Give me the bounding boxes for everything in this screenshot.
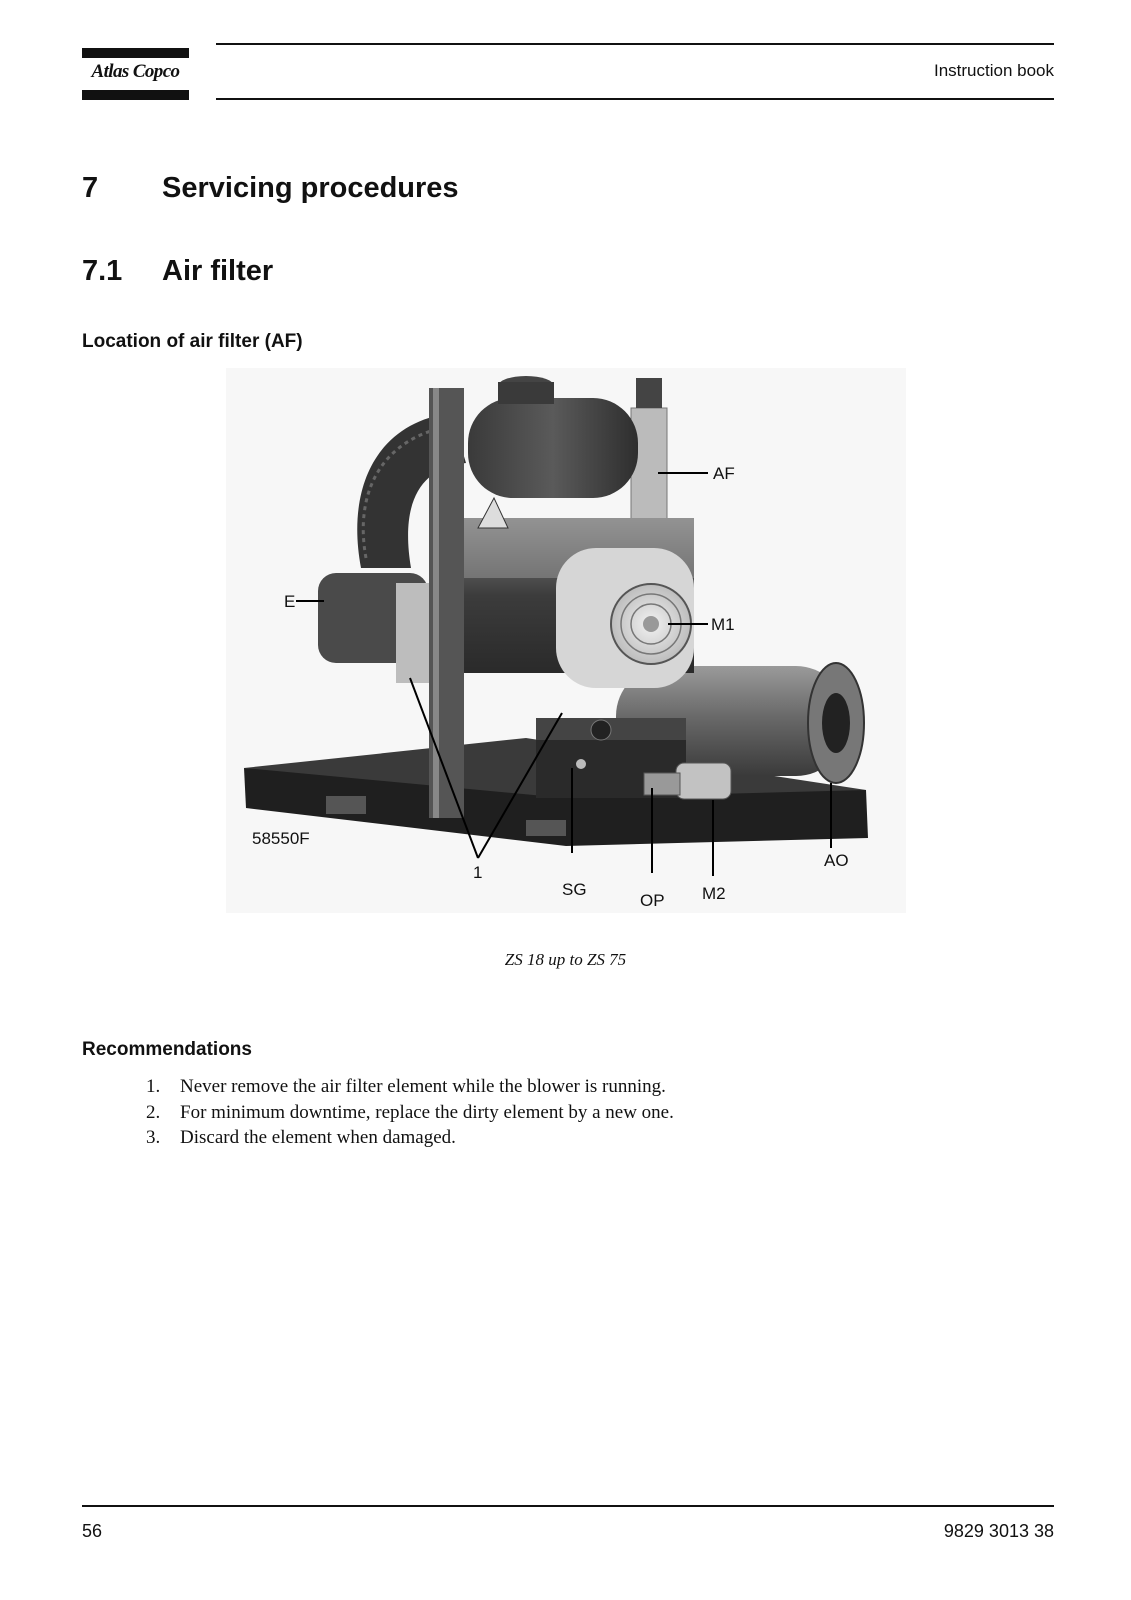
location-heading: Location of air filter (AF) [82, 331, 303, 352]
section-number: 7 [82, 172, 99, 204]
list-item-text: Never remove the air filter element while the blower is running. [180, 1076, 666, 1097]
label-af: AF [713, 464, 735, 483]
subsection-heading [82, 255, 273, 288]
section-heading [82, 172, 459, 205]
list-item-number: 3. [146, 1127, 161, 1148]
document-number: 9829 3013 38 [943, 1521, 1054, 1541]
header-rule-top [216, 43, 1054, 45]
footer-rule [82, 1505, 1054, 1507]
logo-bar-bottom [82, 90, 189, 100]
section-title: Servicing procedures [162, 172, 459, 204]
list-item-number: 1. [146, 1076, 161, 1097]
list-item-text: Discard the element when damaged. [180, 1127, 456, 1148]
label-sg: SG [562, 880, 587, 899]
list-item [146, 1125, 674, 1151]
label-m1: M1 [711, 615, 735, 634]
image-code: 58550F [252, 829, 310, 848]
page-number: 56 [82, 1521, 103, 1541]
list-item [146, 1100, 674, 1126]
atlas-copco-logo [82, 46, 189, 100]
list-item-text: For minimum downtime, replace the dirty element by a new one. [180, 1101, 674, 1123]
list-item-number: 2. [146, 1101, 161, 1123]
logo-bar-top [82, 48, 189, 58]
label-op: OP [640, 891, 665, 910]
recommendations-list [146, 1074, 674, 1151]
blower-unit-figure [226, 368, 906, 913]
logo-wordmark: Atlas Copco [91, 61, 180, 82]
subsection-title: Air filter [162, 255, 274, 287]
subsection-number: 7.1 [82, 255, 123, 287]
label-m2: M2 [702, 884, 726, 903]
header-rule-bottom [216, 98, 1054, 100]
figure-caption: ZS 18 up to ZS 75 [504, 950, 627, 969]
recommendations-heading: Recommendations [82, 1039, 252, 1060]
label-ao: AO [824, 851, 849, 870]
label-e: E [284, 592, 296, 611]
header-title: Instruction book [933, 61, 1054, 80]
label-1: 1 [473, 863, 483, 882]
list-item [146, 1074, 674, 1100]
